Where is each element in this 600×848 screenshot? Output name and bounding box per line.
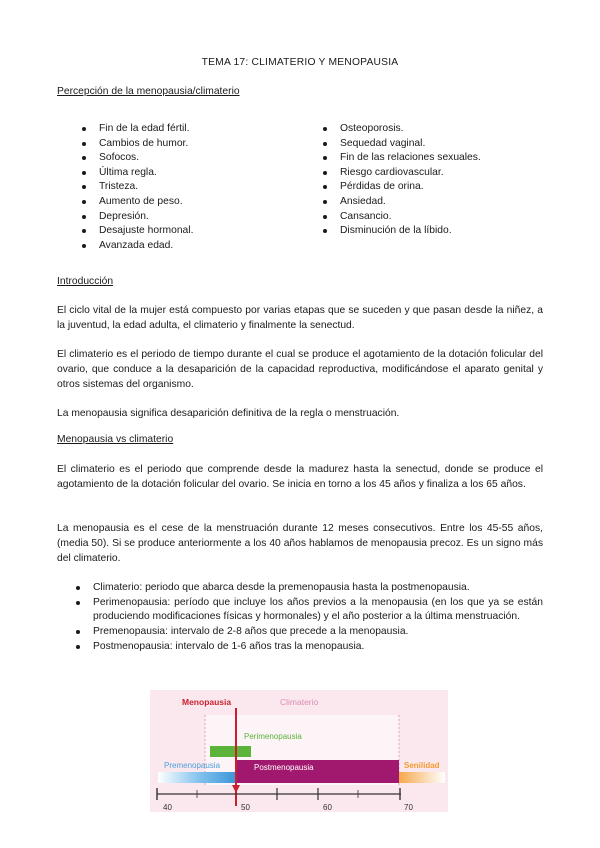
- list-item: Última regla.: [82, 166, 302, 181]
- list-item: Ansiedad.: [323, 195, 553, 210]
- list-item: Tristeza.: [82, 180, 302, 195]
- senilidad-label: Senilidad: [404, 761, 440, 770]
- intro-paragraph-1: El ciclo vital de la mujer está compuesto por varias etapas que se suceden y que pasan desde la niñez, a la juventud, la edad adulta, el climaterio y finalmente la senectud.: [57, 305, 543, 331]
- list-item: Riesgo cardiovascular.: [323, 166, 553, 181]
- definitions-list: [76, 581, 543, 655]
- climaterio-timeline-diagram: [150, 690, 448, 812]
- tick-label: 40: [163, 803, 172, 812]
- climaterio-label: Climaterio: [280, 697, 319, 707]
- list-item: Fin de las relaciones sexuales.: [323, 151, 553, 166]
- list-item: Perimenopausia: período que incluye los años previos a la menopausia (en los que ya se están produciendo modificaciones físicas y hormonales) y el año posterior a la última menstruación.: [76, 596, 543, 625]
- list-item: Osteoporosis.: [323, 122, 553, 137]
- list-item: Cansancio.: [323, 210, 553, 225]
- tick-label: 50: [241, 803, 250, 812]
- perimenopausia-bar: [210, 746, 251, 757]
- postmenopausia-label: Postmenopausia: [254, 763, 314, 772]
- intro-paragraph-3: La menopausia significa desaparición definitiva de la regla o menstruación.: [57, 408, 400, 419]
- intro-heading: Introducción: [57, 276, 114, 287]
- vs-heading: Menopausia vs climaterio: [57, 434, 174, 445]
- perception-right-list: [323, 122, 553, 239]
- list-item: Sequedad vaginal.: [323, 137, 553, 152]
- tick-label: 60: [323, 803, 332, 812]
- premenopausia-bar: [158, 772, 236, 783]
- intro-paragraph-2: El climaterio es el periodo de tiempo durante el cual se produce el agotamiento de la dotación folicular del ovario, que conduce a la desaparición de la capacidad reproductiva, modificándose el aparato genital y otros sistemas del organismo.: [57, 349, 543, 390]
- list-item: Climaterio: periodo que abarca desde la premenopausia hasta la postmenopausia.: [76, 581, 543, 596]
- menopausia-label: Menopausia: [182, 697, 232, 707]
- perception-heading: Percepción de la menopausia/climaterio: [57, 86, 240, 97]
- list-item: Fin de la edad fértil.: [82, 122, 302, 137]
- tick-label: 70: [404, 803, 413, 812]
- list-item: Depresión.: [82, 210, 302, 225]
- list-item: Pérdidas de orina.: [323, 180, 553, 195]
- vs-paragraph-2: La menopausia es el cese de la menstruación durante 12 meses consecutivos. Entre los 45-55 años, (media 50). Si se produce anteriormente a los 40 años hablamos de menopausia precoz. Es un signo más del climaterio.: [57, 523, 543, 564]
- list-item: Cambios de humor.: [82, 137, 302, 152]
- perimenopausia-label: Perimenopausia: [244, 732, 302, 741]
- perception-left-list: [82, 122, 302, 253]
- list-item: Desajuste hormonal.: [82, 224, 302, 239]
- premenopausia-label: Premenopausia: [164, 761, 221, 770]
- list-item: Postmenopausia: intervalo de 1-6 años tras la menopausia.: [76, 640, 543, 655]
- list-item: Premenopausia: intervalo de 2-8 años que precede a la menopausia.: [76, 625, 543, 640]
- list-item: Aumento de peso.: [82, 195, 302, 210]
- list-item: Avanzada edad.: [82, 239, 302, 254]
- list-item: Disminución de la líbido.: [323, 224, 553, 239]
- senilidad-bar: [399, 772, 445, 783]
- list-item: Sofocos.: [82, 151, 302, 166]
- vs-paragraph-1: El climaterio es el periodo que comprende desde la madurez hasta la senectud, donde se produce el agotamiento de la dotación folicular del ovario. Se inicia en torno a los 45 años y finaliza a los 65 años.: [57, 464, 543, 490]
- page-title: TEMA 17: CLIMATERIO Y MENOPAUSIA: [201, 57, 399, 68]
